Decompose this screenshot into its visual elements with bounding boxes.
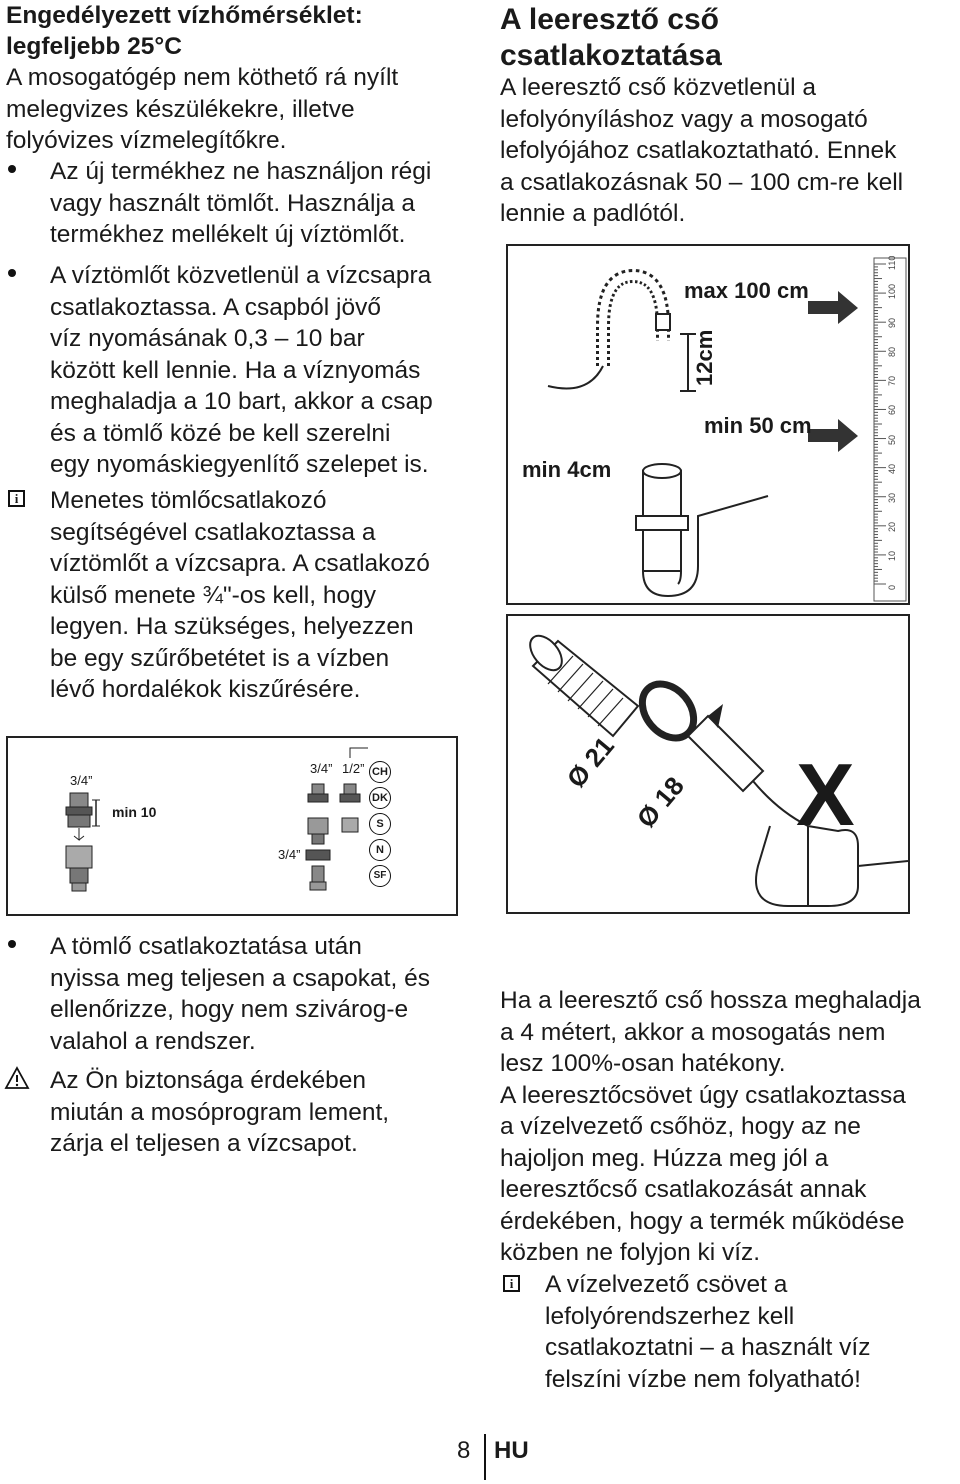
text-line: víz nyomásának 0,3 – 10 bar — [50, 325, 365, 352]
text-line: Az Ön biztonsága érdekében — [50, 1067, 366, 1094]
top-12-label: 1/2” — [342, 761, 365, 776]
min-4cm-label: min 4cm — [522, 457, 612, 482]
text-line: melegvizes készülékekre, illetve — [6, 95, 355, 123]
bullet-paragraph-open-tap — [50, 931, 430, 1057]
text-line: folyóvizes vízmelegítőkre. — [6, 127, 287, 154]
ruler-label: 100 — [887, 284, 897, 300]
heading-line: csatlakoztatása — [500, 39, 722, 72]
text-line: valahol a rendszer. — [50, 1027, 256, 1055]
diameter-figure — [506, 614, 910, 914]
text-line: Ha a leeresztő cső hossza meghaladja — [500, 987, 921, 1014]
language-code: HU — [494, 1437, 529, 1464]
text-line: és a tömlő közé be kell szerelni — [50, 419, 391, 447]
text-line: A mosogatógép nem köthető rá nyílt — [6, 64, 399, 91]
country-sf-badge: SF — [369, 865, 391, 887]
text-line: a 4 métert, akkor a mosogatás nem — [500, 1018, 886, 1046]
text-line: lefolyójához csatlakoztatható. Ennek — [500, 137, 897, 164]
drain-height-figure — [506, 244, 910, 605]
text-line: lefolyónyíláshoz vagy a mosogató — [500, 105, 868, 133]
height-12cm-label: 12cm — [692, 329, 717, 386]
text-line: legyen. Ha szükséges, helyezzen — [50, 613, 414, 640]
warning-paragraph — [50, 1065, 389, 1160]
text-line: között kell lennie. Ha a víznyomás — [50, 356, 421, 384]
text-line: lennie a padlótól. — [500, 200, 686, 227]
info-icon: i — [8, 490, 25, 507]
temp-heading-line1: Engedélyezett vízhőmérséklet: — [6, 2, 363, 29]
ruler-label: 80 — [887, 347, 897, 358]
text-line: csatlakoztassa. A csapból jövő — [50, 293, 381, 321]
left-thread-label: 3/4” — [70, 773, 93, 788]
text-line: termékhez mellékelt új víztömlőt. — [50, 221, 406, 248]
ruler-label: 20 — [887, 521, 897, 532]
bullet-dot — [8, 165, 16, 173]
text-line: nyissa meg teljesen a csapokat, és — [50, 964, 430, 992]
bottom-34-label: 3/4” — [278, 847, 301, 862]
text-line: A leeresztő cső közvetlenül a — [500, 74, 816, 101]
top-34-label: 3/4” — [310, 761, 333, 776]
text-line: ellenőrizze, hogy nem szivárog-e — [50, 996, 409, 1023]
text-line: külső menete ¾"-os kell, hogy — [50, 581, 377, 609]
text-line: lefolyórendszerhez kell — [545, 1302, 795, 1330]
info-paragraph-thread — [50, 485, 430, 706]
heading-line: A leeresztő cső — [500, 3, 719, 36]
drain-heading — [500, 2, 722, 74]
ruler-label: 10 — [887, 550, 897, 561]
text-line: felszíni vízbe nem folyatható! — [545, 1365, 861, 1393]
info-icon: i — [503, 1275, 520, 1292]
cross-mark: X — [796, 745, 855, 844]
bullet-dot — [8, 940, 16, 948]
text-line: a vízelvezető csőhöz, hogy az ne — [500, 1113, 861, 1140]
diameter-21-label: Ø 21 — [560, 730, 620, 794]
text-line: A vízelvezető csövet a — [545, 1271, 788, 1298]
min10-label: min 10 — [112, 804, 157, 820]
country-ch-badge: CH — [369, 761, 391, 783]
country-n-badge: N — [369, 839, 391, 861]
text-line: a csatlakozásnak 50 – 100 cm-re kell — [500, 168, 904, 196]
text-line: meghaladja a 10 bart, akkor a csap — [50, 388, 433, 415]
text-line: leeresztőcső csatlakozását annak — [500, 1176, 867, 1203]
text-line: érdekében, hogy a termék működése — [500, 1207, 905, 1235]
drain-intro-paragraph — [500, 72, 903, 230]
text-line: hajoljon meg. Húzza meg jól a — [500, 1144, 829, 1172]
bullet-paragraph-hose — [50, 156, 431, 251]
ruler-label: 90 — [887, 318, 897, 329]
text-line: lesz 100%-osan hatékony. — [500, 1050, 786, 1077]
intro-paragraph — [6, 62, 398, 157]
text-line: vagy használt tömlőt. Használja a — [50, 189, 415, 217]
text-line: A leeresztőcsövet úgy csatlakoztassa — [500, 1081, 906, 1109]
info-paragraph-drain — [545, 1269, 870, 1395]
max-height-label: max 100 cm — [684, 278, 809, 303]
ruler-label: 70 — [887, 376, 897, 387]
bullet-paragraph-pressure — [50, 260, 433, 481]
min-height-label: min 50 cm — [704, 413, 812, 438]
text-line: Menetes tömlőcsatlakozó — [50, 487, 327, 514]
drain-length-paragraph — [500, 985, 921, 1269]
country-s-badge: S — [369, 813, 391, 835]
ruler-label: 30 — [887, 492, 897, 503]
footer-divider — [484, 1434, 486, 1480]
ruler-label: 0 — [887, 584, 897, 590]
ruler-label: 40 — [887, 463, 897, 474]
text-line: közben ne folyjon ki víz. — [500, 1239, 761, 1266]
text-line: A tömlő csatlakoztatása után — [50, 933, 362, 960]
page-number: 8 — [457, 1437, 471, 1464]
bullet-dot — [8, 269, 16, 277]
country-dk-badge: DK — [369, 787, 391, 809]
ruler-label: 50 — [887, 434, 897, 445]
text-line: egy nyomáskiegyenlítő szelepet is. — [50, 451, 429, 478]
text-line: segítségével csatlakoztassa a — [50, 518, 376, 546]
temp-heading-line2: legfeljebb 25°C — [6, 33, 182, 60]
ruler-label: 60 — [887, 405, 897, 416]
text-line: be egy szűrőbetétet is a vízben — [50, 644, 390, 672]
text-line: Az új termékhez ne használjon régi — [50, 158, 432, 185]
diameter-18-label: Ø 18 — [630, 770, 690, 834]
warning-icon — [4, 1066, 30, 1090]
text-line: zárja el teljesen a vízcsapot. — [50, 1130, 358, 1157]
fittings-figure — [6, 736, 458, 916]
text-line: miután a mosóprogram lement, — [50, 1098, 390, 1126]
text-line: csatlakoztatni – a használt víz — [545, 1334, 871, 1361]
ruler-label: 110 — [887, 255, 897, 270]
text-line: víztömlőt a vízcsapra. A csatlakozó — [50, 550, 430, 577]
text-line: lévő hordalékok kiszűrésére. — [50, 676, 361, 703]
text-line: A víztömlőt közvetlenül a vízcsapra — [50, 262, 432, 289]
